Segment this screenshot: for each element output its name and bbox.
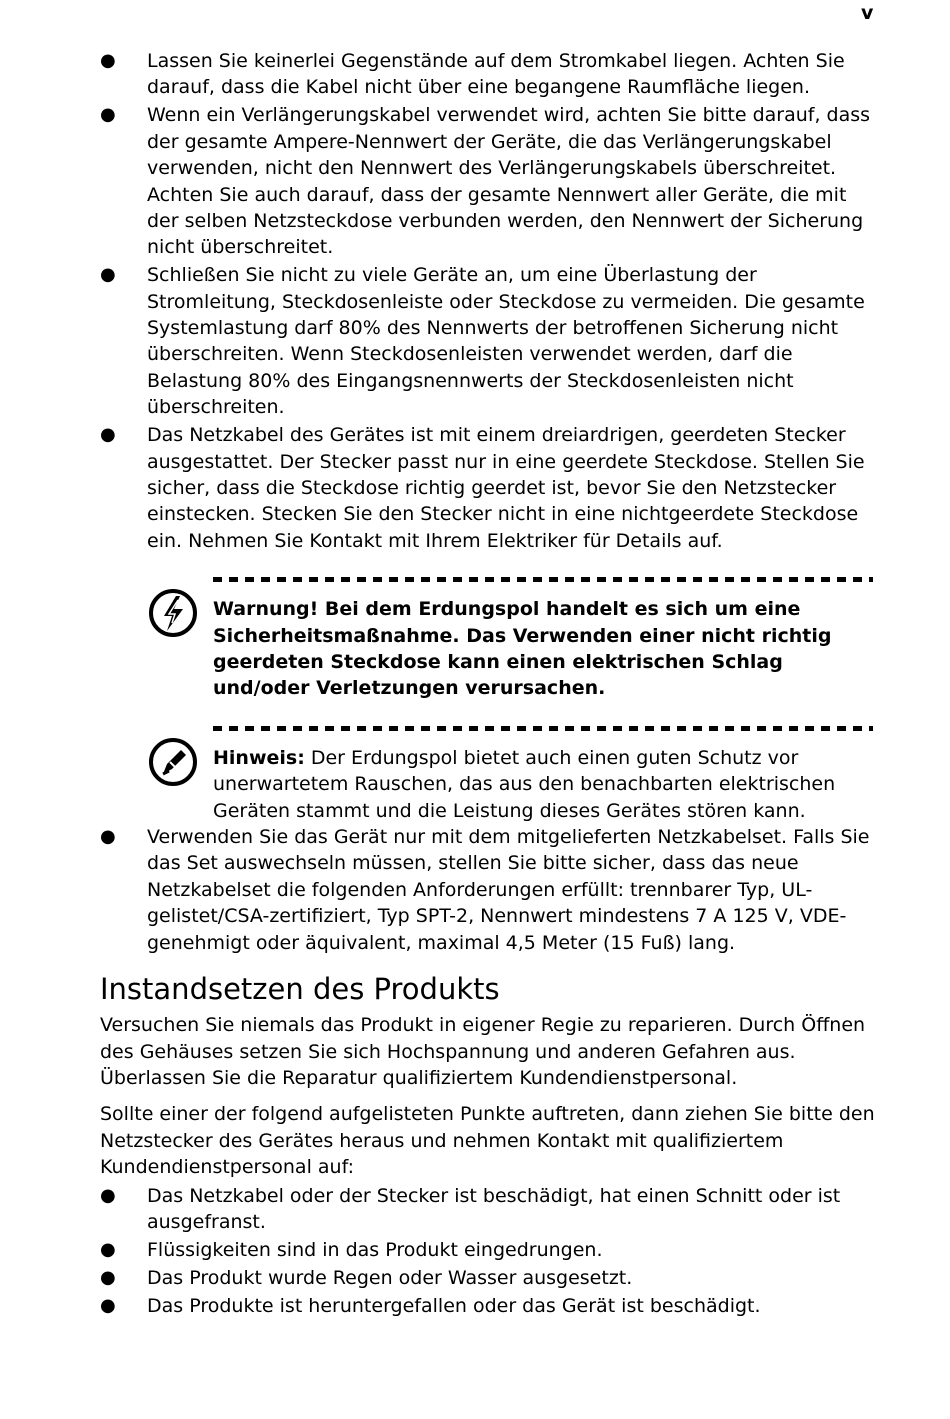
bullet-icon: ● [100, 1184, 116, 1206]
list-item-text: Das Produkt wurde Regen oder Wasser ausgesetzt. [147, 1266, 633, 1289]
list-item [100, 48, 880, 101]
bullet-icon: ● [100, 424, 116, 446]
list-item-text: Verwenden Sie das Gerät nur mit dem mitgelieferten Netzkabelset. Falls Sie das Set auswechseln müssen, stellen Sie bitte sicher, dass das neue Netzkabelset die folgenden Anforderungen erfüllt: trennbarer Typ, UL-gelistet/CSA-zertifiziert, Typ SPT-2, Nennwert mindestens 7 A 125 V, VDE-genehmigt oder äquivalent, maximal 4,5 Meter (15 Fuß) lang. [147, 826, 870, 954]
page-number: v [861, 2, 874, 24]
bullet-icon: ● [100, 104, 116, 126]
bullet-icon: ● [100, 264, 116, 286]
list-item-text: Schließen Sie nicht zu viele Geräte an, um eine Überlastung der Stromleitung, Steckdosenleiste oder Steckdose zu vermeiden. Die gesamte Systemlastung darf 80% des Nennwerts der betroffenen Sicherung nicht überschreiten. Wenn Steckdosenleisten verwendet werden, darf die Belastung 80% des Eingangsnennwerts der Steckdosenleisten nicht überschreiten. [147, 264, 865, 419]
bullet-list-top [100, 48, 880, 554]
note-label: Hinweis: [213, 746, 305, 769]
warning-callout [147, 577, 880, 702]
list-item [100, 1265, 880, 1291]
list-item [100, 102, 880, 260]
list-item-text: Das Netzkabel oder der Stecker ist beschädigt, hat einen Schnitt oder ist ausgefranst. [147, 1184, 841, 1233]
list-item [100, 1293, 880, 1319]
section-paragraph: Versuchen Sie niemals das Produkt in eigener Regie zu reparieren. Durch Öffnen des Gehäuses setzen Sie sich Hochspannung und anderen Gefahren aus. Überlassen Sie die Reparatur qualifiziertem Kundendienstpersonal. [100, 1014, 866, 1089]
list-item-text: Flüssigkeiten sind in das Produkt eingedrungen. [147, 1238, 603, 1261]
list-item [100, 824, 880, 956]
bullet-icon: ● [100, 826, 116, 848]
warning-text: Warnung! Bei dem Erdungspol handelt es sich um eine Sicherheitsmaßnahme. Das Verwenden einer nicht richtig geerdeten Steckdose kann einen elektrischen Schlag und/oder Verletzungen verursachen. [213, 598, 832, 700]
list-item-text: Das Produkte ist heruntergefallen oder das Gerät ist beschädigt. [147, 1294, 761, 1317]
note-body: Der Erdungspol bietet auch einen guten Schutz vor unerwartetem Rauschen, das aus den benachbarten elektrischen Geräten stammt und die Leistung dieses Gerätes stören kann. [213, 746, 836, 822]
list-item [100, 1183, 880, 1236]
bullet-list-section [100, 1183, 880, 1320]
bullet-list-after-note [100, 824, 880, 956]
bullet-icon: ● [100, 1294, 116, 1316]
list-item [100, 1237, 880, 1263]
list-item-text: Wenn ein Verlängerungskabel verwendet wird, achten Sie bitte darauf, dass der gesamte Ampere-Nennwert der Geräte, die das Verlängerungskabel verwenden, nicht den Nennwert des Verlängerungskabels überschreitet. Achten Sie auch darauf, dass der gesamte Nennwert aller Geräte, die mit der selben Netzsteckdose verbunden werden, den Nennwert der Sicherung nicht überschreitet. [147, 104, 871, 259]
bullet-icon: ● [100, 1266, 116, 1288]
note-pen-icon [147, 736, 199, 788]
section-paragraph: Sollte einer der folgend aufgelisteten Punkte auftreten, dann ziehen Sie bitte den Netzstecker des Gerätes heraus und nehmen Kontakt mit qualifiziertem Kundendienstpersonal auf: [100, 1103, 875, 1179]
note-text [213, 745, 880, 824]
section-heading: Instandsetzen des Produkts [100, 972, 500, 1007]
list-item [100, 262, 880, 420]
dashed-divider [213, 726, 873, 731]
bullet-icon: ● [100, 1238, 116, 1260]
list-item-text: Lassen Sie keinerlei Gegenstände auf dem Stromkabel liegen. Achten Sie darauf, dass die Kabel nicht über eine begangene Raumfläche liegen. [147, 50, 845, 99]
bullet-icon: ● [100, 50, 116, 71]
page-content [100, 48, 880, 1321]
list-item-text: Das Netzkabel des Gerätes ist mit einem dreiardrigen, geerdeten Stecker ausgestattet. Der Stecker passt nur in eine geerdete Steckdose. Stellen Sie sicher, dass die Steckdose richtig geerdet ist, bevor Sie den Netzstecker einstecken. Stecken Sie den Stecker nicht in eine nichtgeerdete Steckdose ein. Nehmen Sie Kontakt mit Ihrem Elektriker für Details auf. [147, 424, 865, 552]
dashed-divider [213, 577, 873, 582]
note-callout [147, 726, 880, 824]
list-item [100, 422, 880, 554]
lightning-warning-icon [147, 587, 199, 639]
